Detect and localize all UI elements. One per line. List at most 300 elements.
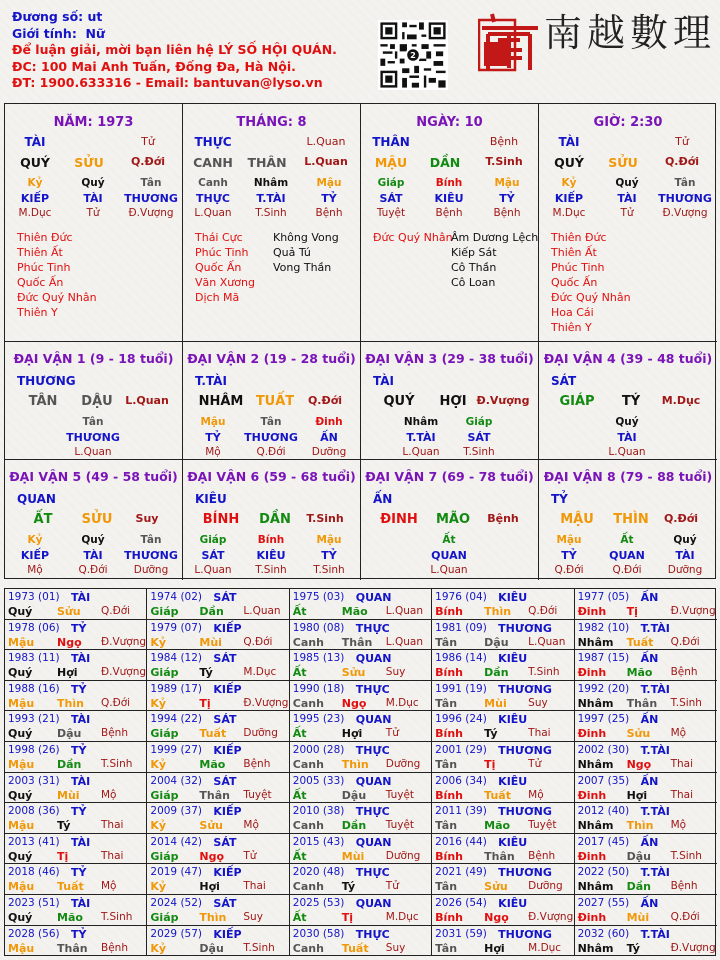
year-ten-god: KIÊU bbox=[498, 652, 528, 666]
year-label: 2018 (46) bbox=[8, 866, 60, 879]
hidden-stem-god: TÀI bbox=[617, 192, 637, 205]
year-label: 1979 (07) bbox=[150, 621, 203, 634]
year-branch: Ngọ bbox=[341, 696, 367, 710]
year-cell[interactable] bbox=[575, 895, 717, 926]
dai-van-hidden-stage: Dưỡng bbox=[667, 564, 703, 576]
year-stage: Mộ bbox=[670, 727, 687, 740]
dai-van-cell[interactable] bbox=[183, 342, 361, 460]
year-cell[interactable] bbox=[432, 803, 574, 834]
year-ten-god: QUAN bbox=[355, 896, 392, 910]
year-branch: Sửu bbox=[484, 880, 508, 894]
year-stage: Q.Đới bbox=[670, 635, 700, 648]
year-ten-god: KIÊU bbox=[498, 591, 528, 604]
hidden-stem-god: SÁT bbox=[379, 192, 403, 205]
year-stage: T.Sinh bbox=[670, 696, 702, 709]
dai-van-cell[interactable] bbox=[5, 342, 183, 460]
dai-van-hidden-stage: T.Sinh bbox=[313, 564, 345, 576]
year-ten-god: ẤN bbox=[640, 835, 659, 849]
year-ten-god: KIÊU bbox=[498, 896, 528, 910]
year-cell[interactable] bbox=[147, 895, 289, 926]
year-cell[interactable] bbox=[147, 773, 289, 804]
dai-van-hidden-stem: Ất bbox=[442, 534, 456, 546]
year-label: 2008 (36) bbox=[8, 805, 60, 818]
year-label: 1973 (01) bbox=[8, 591, 60, 603]
pillar-branch-stage: T.Sinh bbox=[485, 155, 523, 168]
hidden-stem-stage: Bệnh bbox=[493, 207, 521, 219]
year-stage: Dưỡng bbox=[385, 757, 421, 770]
pillar-stem-stage: L.Quan bbox=[306, 135, 346, 148]
year-cell[interactable] bbox=[575, 834, 717, 865]
dai-van-hidden-stem: Quý bbox=[81, 534, 105, 546]
year-branch: Tuất bbox=[341, 941, 369, 955]
hidden-stem-stage: L.Quan bbox=[194, 207, 232, 219]
hidden-stem-stage: Bệnh bbox=[435, 207, 463, 219]
year-cell[interactable] bbox=[290, 926, 432, 957]
year-label: 2017 (45) bbox=[577, 835, 630, 848]
year-ten-god: KIẾP bbox=[213, 866, 242, 880]
dai-van-stem-god: ẤN bbox=[373, 492, 393, 506]
year-stage: Thai bbox=[528, 727, 551, 740]
year-cell[interactable] bbox=[5, 711, 147, 742]
hidden-stem-god: KIẾP bbox=[554, 192, 584, 205]
year-ten-god: THỰC bbox=[355, 927, 390, 941]
dai-van-cell[interactable] bbox=[539, 460, 717, 580]
special-star: Văn Xương bbox=[195, 276, 255, 289]
year-ten-god: ẤN bbox=[640, 652, 659, 666]
year-label: 2029 (57) bbox=[150, 927, 203, 940]
year-ten-god: THƯƠNG bbox=[498, 621, 552, 635]
year-label: 2023 (51) bbox=[8, 896, 60, 909]
special-star: Cô Thần bbox=[451, 261, 497, 274]
year-cell[interactable] bbox=[432, 742, 574, 773]
pillar-earthly-branch: DẦN bbox=[429, 155, 461, 170]
gender-label: Giới tính: bbox=[12, 25, 77, 41]
dai-van-branch: DẬU bbox=[81, 394, 113, 409]
year-ten-god: T.TÀI bbox=[640, 927, 670, 941]
year-cell[interactable] bbox=[290, 589, 432, 620]
year-cell[interactable] bbox=[575, 681, 717, 712]
qr-code-icon[interactable] bbox=[378, 20, 448, 90]
hidden-stem-stage: Đ.Vượng bbox=[662, 207, 708, 219]
year-cell[interactable] bbox=[147, 681, 289, 712]
special-star: Đức Quý Nhân bbox=[17, 291, 97, 304]
year-cell[interactable] bbox=[147, 650, 289, 681]
pillar-cell[interactable] bbox=[539, 104, 717, 342]
pillar-heavenly-stem: CANH bbox=[193, 155, 233, 170]
year-stem: Kỷ bbox=[150, 880, 167, 894]
dai-van-hidden-stage: Dưỡng bbox=[311, 446, 347, 458]
special-star: Phúc Tinh bbox=[17, 261, 71, 274]
pillar-stem-god: TÀI bbox=[558, 135, 580, 149]
year-stem: Canh bbox=[292, 941, 324, 955]
year-cell[interactable] bbox=[290, 834, 432, 865]
hidden-stem-god: TỶ bbox=[321, 192, 337, 205]
year-branch: Sửu bbox=[626, 727, 651, 741]
year-label: 1994 (22) bbox=[150, 713, 203, 726]
year-stage: Tử bbox=[385, 727, 399, 740]
year-branch: Dậu bbox=[626, 849, 651, 863]
dai-van-title: ĐẠI VẬN 1 (9 - 18 tuổi) bbox=[13, 351, 174, 366]
year-ten-god: QUAN bbox=[355, 652, 392, 666]
year-cell[interactable] bbox=[575, 711, 717, 742]
pillar-cell[interactable] bbox=[183, 104, 361, 342]
year-ten-god: T.TÀI bbox=[640, 805, 670, 819]
year-stem: Đinh bbox=[577, 910, 607, 924]
pillar-branch-stage: L.Quan bbox=[304, 155, 348, 168]
year-label: 1980 (08) bbox=[292, 621, 345, 634]
year-ten-god: SÁT bbox=[213, 835, 237, 849]
dai-van-hidden-stage: Q.Đới bbox=[612, 564, 642, 576]
year-ten-god: THƯƠNG bbox=[498, 743, 552, 757]
dai-van-hidden-god: KIÊU bbox=[256, 549, 286, 562]
dai-van-cell[interactable] bbox=[183, 460, 361, 580]
year-stage: Bệnh bbox=[101, 727, 128, 740]
year-stage: Q.Đới bbox=[101, 696, 131, 709]
year-cell[interactable] bbox=[575, 926, 717, 957]
year-stem: Bính bbox=[435, 910, 463, 924]
dai-van-cell[interactable] bbox=[539, 342, 717, 460]
dai-van-hidden-god: T.TÀI bbox=[406, 431, 436, 444]
year-branch: Tuất bbox=[626, 635, 654, 649]
dai-van-hidden-god: SÁT bbox=[201, 549, 225, 562]
year-label: 1990 (18) bbox=[292, 682, 345, 695]
dai-van-stem: ĐINH bbox=[380, 512, 418, 527]
dai-van-branch: HỢI bbox=[439, 394, 467, 409]
year-ten-god: QUAN bbox=[355, 591, 392, 604]
year-stage: Bệnh bbox=[670, 666, 698, 679]
pillar-stem-stage: Tử bbox=[141, 135, 155, 148]
year-cell[interactable] bbox=[290, 803, 432, 834]
yearly-luck-grid bbox=[4, 588, 716, 956]
year-ten-god: KIẾP bbox=[213, 927, 242, 941]
dai-van-branch: THÌN bbox=[613, 512, 649, 527]
year-cell[interactable] bbox=[432, 864, 574, 895]
hidden-stem: Tân bbox=[140, 177, 162, 189]
hidden-stem-god: THƯƠNG bbox=[658, 192, 712, 205]
year-label: 2025 (53) bbox=[292, 896, 345, 909]
year-stem: Quý bbox=[8, 849, 33, 863]
year-label: 2024 (52) bbox=[150, 896, 203, 909]
year-cell[interactable] bbox=[575, 864, 717, 895]
hidden-stem-god: KIÊU bbox=[434, 192, 464, 205]
dai-van-cell[interactable] bbox=[5, 460, 183, 580]
year-branch: Thìn bbox=[626, 819, 654, 833]
year-cell[interactable] bbox=[575, 620, 717, 651]
year-stage: Đ.Vượng bbox=[670, 941, 716, 954]
year-branch: Ngọ bbox=[199, 849, 225, 863]
dai-van-stem: NHÂM bbox=[198, 394, 244, 409]
year-label: 1993 (21) bbox=[8, 713, 60, 726]
hidden-stem: Mậu bbox=[316, 177, 342, 189]
year-ten-god: T.TÀI bbox=[640, 743, 670, 757]
year-ten-god: THƯƠNG bbox=[498, 927, 552, 941]
year-branch: Hợi bbox=[626, 788, 648, 802]
dai-van-hidden-god: THƯƠNG bbox=[66, 431, 120, 444]
year-stem: Tân bbox=[435, 880, 458, 894]
year-stem: Giáp bbox=[150, 788, 179, 802]
year-stem: Quý bbox=[8, 788, 33, 802]
dai-van-stem-god: QUAN bbox=[17, 492, 56, 506]
pillar-branch-stage: Q.Đới bbox=[130, 155, 166, 168]
year-stage: M.Dục bbox=[385, 910, 419, 923]
hidden-stem: Quý bbox=[615, 177, 639, 189]
year-cell[interactable] bbox=[432, 620, 574, 651]
year-cell[interactable] bbox=[432, 834, 574, 865]
pillar-stem-stage: Bệnh bbox=[489, 135, 519, 148]
year-cell[interactable] bbox=[147, 834, 289, 865]
pillar-stem-god: THÂN bbox=[372, 135, 410, 149]
year-stem: Đinh bbox=[577, 727, 607, 741]
year-stem: Canh bbox=[292, 880, 324, 894]
dai-van-stage: M.Dục bbox=[661, 394, 701, 407]
year-ten-god: TÀI bbox=[71, 774, 91, 788]
year-label: 2007 (35) bbox=[577, 774, 630, 787]
dai-van-hidden-stage: L.Quan bbox=[74, 446, 112, 458]
year-branch: Sửu bbox=[57, 605, 81, 618]
year-stem: Bính bbox=[435, 788, 463, 802]
dai-van-branch: TÝ bbox=[621, 394, 641, 409]
year-branch: Ngọ bbox=[626, 757, 652, 771]
dai-van-hidden-stem: Mậu bbox=[556, 534, 582, 546]
year-stem: Tân bbox=[435, 635, 458, 649]
year-cell[interactable] bbox=[5, 834, 147, 865]
year-stage: Mộ bbox=[243, 819, 259, 832]
year-cell[interactable] bbox=[5, 742, 147, 773]
year-cell[interactable] bbox=[290, 711, 432, 742]
year-branch: Tị bbox=[341, 910, 354, 924]
logo-text: 南越數理 bbox=[544, 11, 717, 55]
year-cell[interactable] bbox=[5, 620, 147, 651]
dai-van-hidden-stem: Đinh bbox=[315, 416, 343, 428]
year-cell[interactable] bbox=[147, 803, 289, 834]
year-cell[interactable] bbox=[147, 589, 289, 620]
year-branch: Mão bbox=[484, 819, 511, 833]
dai-van-hidden-god: TÀI bbox=[617, 431, 637, 444]
year-stage: Đ.Vượng bbox=[243, 696, 289, 709]
year-stem: Kỷ bbox=[150, 757, 167, 771]
year-label: 1981 (09) bbox=[435, 621, 487, 634]
year-cell[interactable] bbox=[575, 773, 717, 804]
year-cell[interactable] bbox=[432, 681, 574, 712]
year-cell[interactable] bbox=[432, 895, 574, 926]
special-star: Thiên Ất bbox=[17, 246, 63, 259]
year-stem: Nhâm bbox=[577, 880, 614, 894]
year-label: 2012 (40) bbox=[577, 805, 630, 818]
year-cell[interactable] bbox=[575, 650, 717, 681]
year-cell[interactable] bbox=[5, 926, 147, 957]
dai-van-title: ĐẠI VẬN 5 (49 - 58 tuổi) bbox=[9, 469, 178, 484]
special-star: Thiên Y bbox=[17, 306, 58, 319]
year-cell[interactable] bbox=[575, 589, 717, 620]
year-cell[interactable] bbox=[5, 803, 147, 834]
dai-van-branch: SỬU bbox=[81, 512, 113, 527]
special-star: Hoa Cái bbox=[551, 306, 594, 319]
dai-van-hidden-god: THƯƠNG bbox=[244, 431, 298, 444]
year-branch: Dậu bbox=[484, 635, 509, 649]
year-branch: Thìn bbox=[341, 757, 369, 771]
year-cell[interactable] bbox=[5, 650, 147, 681]
dai-van-hidden-god: KIẾP bbox=[20, 549, 50, 562]
year-label: 1982 (10) bbox=[577, 621, 630, 634]
year-label: 1985 (13) bbox=[292, 652, 345, 665]
year-stem: Ất bbox=[292, 605, 307, 618]
year-ten-god: T.TÀI bbox=[640, 682, 670, 696]
year-stem: Ất bbox=[292, 910, 307, 924]
year-cell[interactable] bbox=[575, 803, 717, 834]
year-cell[interactable] bbox=[5, 773, 147, 804]
svg-text:2: 2 bbox=[410, 50, 416, 61]
year-ten-god: TỶ bbox=[71, 682, 87, 696]
year-branch: Tị bbox=[626, 605, 638, 618]
year-cell[interactable] bbox=[290, 864, 432, 895]
special-star: Âm Dương Lệch bbox=[451, 231, 539, 244]
year-stage: Mộ bbox=[101, 880, 117, 893]
year-branch: Dậu bbox=[341, 788, 367, 802]
year-label: 1986 (14) bbox=[435, 652, 487, 665]
year-stem: Quý bbox=[8, 910, 33, 924]
contact-address: ĐC: 100 Mai Anh Tuấn, Đống Đa, Hà Nội. bbox=[12, 58, 296, 74]
year-stem: Kỷ bbox=[150, 635, 167, 649]
year-stage: Mộ bbox=[670, 819, 687, 832]
year-stem: Quý bbox=[8, 666, 33, 680]
year-stem: Đinh bbox=[577, 666, 607, 680]
year-ten-god: QUAN bbox=[355, 774, 392, 788]
year-stage: Đ.Vượng bbox=[670, 605, 716, 617]
year-cell[interactable] bbox=[432, 711, 574, 742]
dai-van-hidden-god: TỶ bbox=[205, 431, 221, 444]
year-stem: Nhâm bbox=[577, 757, 614, 771]
pillar-cell[interactable] bbox=[361, 104, 539, 342]
year-ten-god: THƯƠNG bbox=[498, 682, 552, 696]
year-stem: Mậu bbox=[8, 880, 35, 894]
year-cell[interactable] bbox=[5, 864, 147, 895]
year-ten-god: SÁT bbox=[213, 652, 237, 666]
year-cell[interactable] bbox=[432, 773, 574, 804]
year-cell[interactable] bbox=[5, 589, 147, 620]
dai-van-stage: Bệnh bbox=[487, 512, 519, 525]
year-stem: Canh bbox=[292, 696, 324, 710]
pillar-title: NĂM: 1973 bbox=[53, 115, 134, 130]
special-star: Quả Tú bbox=[273, 246, 311, 259]
year-label: 1996 (24) bbox=[435, 713, 487, 726]
year-stage: Dưỡng bbox=[243, 727, 278, 740]
dai-van-hidden-god: TỶ bbox=[321, 549, 337, 562]
year-stage: Bệnh bbox=[243, 757, 271, 770]
year-label: 2014 (42) bbox=[150, 835, 203, 848]
year-cell[interactable] bbox=[290, 620, 432, 651]
dai-van-hidden-stem: Tân bbox=[140, 534, 162, 546]
year-cell[interactable] bbox=[290, 742, 432, 773]
year-cell[interactable] bbox=[147, 742, 289, 773]
year-ten-god: QUAN bbox=[355, 835, 392, 849]
year-stage: Tuyệt bbox=[385, 819, 415, 832]
year-stage: Suy bbox=[528, 696, 548, 709]
year-stem: Đinh bbox=[577, 849, 607, 863]
dai-van-cell[interactable] bbox=[361, 342, 539, 460]
year-label: 2019 (47) bbox=[150, 866, 203, 879]
year-cell[interactable] bbox=[5, 895, 147, 926]
year-cell[interactable] bbox=[290, 650, 432, 681]
year-label: 1974 (02) bbox=[150, 591, 203, 603]
hidden-stem-stage: Bệnh bbox=[315, 207, 343, 219]
year-stage: Thai bbox=[670, 757, 693, 770]
year-branch: Dần bbox=[57, 757, 82, 771]
year-stem: Ất bbox=[292, 849, 307, 863]
year-stem: Kỷ bbox=[150, 941, 167, 955]
year-cell[interactable] bbox=[147, 864, 289, 895]
year-stage: Đ.Vượng bbox=[101, 635, 147, 648]
year-stem: Giáp bbox=[150, 666, 179, 680]
year-cell[interactable] bbox=[147, 926, 289, 957]
year-branch: Hợi bbox=[484, 941, 505, 955]
dai-van-stem: GIÁP bbox=[559, 394, 595, 409]
special-star: Quốc Ấn bbox=[195, 261, 242, 274]
header-info bbox=[12, 9, 337, 92]
pillar-cell[interactable] bbox=[5, 104, 183, 342]
dai-van-cell[interactable] bbox=[361, 460, 539, 580]
year-cell[interactable] bbox=[432, 589, 574, 620]
year-stem: Bính bbox=[435, 666, 463, 680]
year-label: 2027 (55) bbox=[577, 896, 630, 909]
subject-name: Đương số: ut bbox=[12, 9, 103, 24]
year-branch: Tý bbox=[626, 941, 640, 955]
red-seal-stamp bbox=[478, 10, 542, 72]
year-stage: Đ.Vượng bbox=[528, 910, 574, 923]
dai-van-branch: DẦN bbox=[259, 512, 291, 527]
year-ten-god: TÀI bbox=[71, 896, 91, 910]
year-branch: Dần bbox=[626, 880, 651, 894]
year-label: 2002 (30) bbox=[577, 743, 630, 756]
year-stem: Canh bbox=[292, 757, 324, 771]
year-ten-god: KIẾP bbox=[213, 621, 242, 635]
hidden-stem: Tân bbox=[674, 177, 696, 189]
year-ten-god: THƯƠNG bbox=[498, 805, 552, 819]
year-stage: Dưỡng bbox=[385, 849, 421, 862]
hidden-stem: Bính bbox=[435, 177, 463, 189]
year-ten-god: KIẾP bbox=[213, 743, 242, 757]
year-stem: Mậu bbox=[8, 757, 35, 771]
year-cell[interactable] bbox=[290, 681, 432, 712]
year-stem: Canh bbox=[292, 635, 324, 649]
year-cell[interactable] bbox=[147, 620, 289, 651]
year-cell[interactable] bbox=[290, 773, 432, 804]
dai-van-stem-god: SÁT bbox=[551, 374, 577, 388]
year-cell[interactable] bbox=[432, 650, 574, 681]
year-branch: Dần bbox=[484, 666, 509, 680]
year-cell[interactable] bbox=[290, 895, 432, 926]
year-stem: Bính bbox=[435, 605, 463, 618]
pillar-title: THÁNG: 8 bbox=[236, 115, 307, 130]
year-label: 1977 (05) bbox=[577, 591, 630, 603]
year-cell[interactable] bbox=[147, 711, 289, 742]
year-stem: Giáp bbox=[150, 727, 179, 741]
year-cell[interactable] bbox=[5, 681, 147, 712]
dai-van-hidden-god: TÀI bbox=[83, 549, 103, 562]
year-stem: Đinh bbox=[577, 788, 607, 802]
year-branch: Mão bbox=[199, 757, 226, 771]
year-stem: Bính bbox=[435, 727, 463, 741]
year-cell[interactable] bbox=[575, 742, 717, 773]
year-stem: Nhâm bbox=[577, 819, 614, 833]
year-stem: Ất bbox=[292, 727, 307, 741]
special-star: Thiên Đức bbox=[551, 231, 607, 244]
year-branch: Thân bbox=[341, 635, 373, 649]
year-label: 1998 (26) bbox=[8, 743, 60, 756]
dai-van-stem: MẬU bbox=[560, 512, 594, 527]
year-branch: Mùi bbox=[199, 635, 222, 649]
year-cell[interactable] bbox=[432, 926, 574, 957]
dai-van-stem-god: THƯƠNG bbox=[17, 374, 76, 388]
